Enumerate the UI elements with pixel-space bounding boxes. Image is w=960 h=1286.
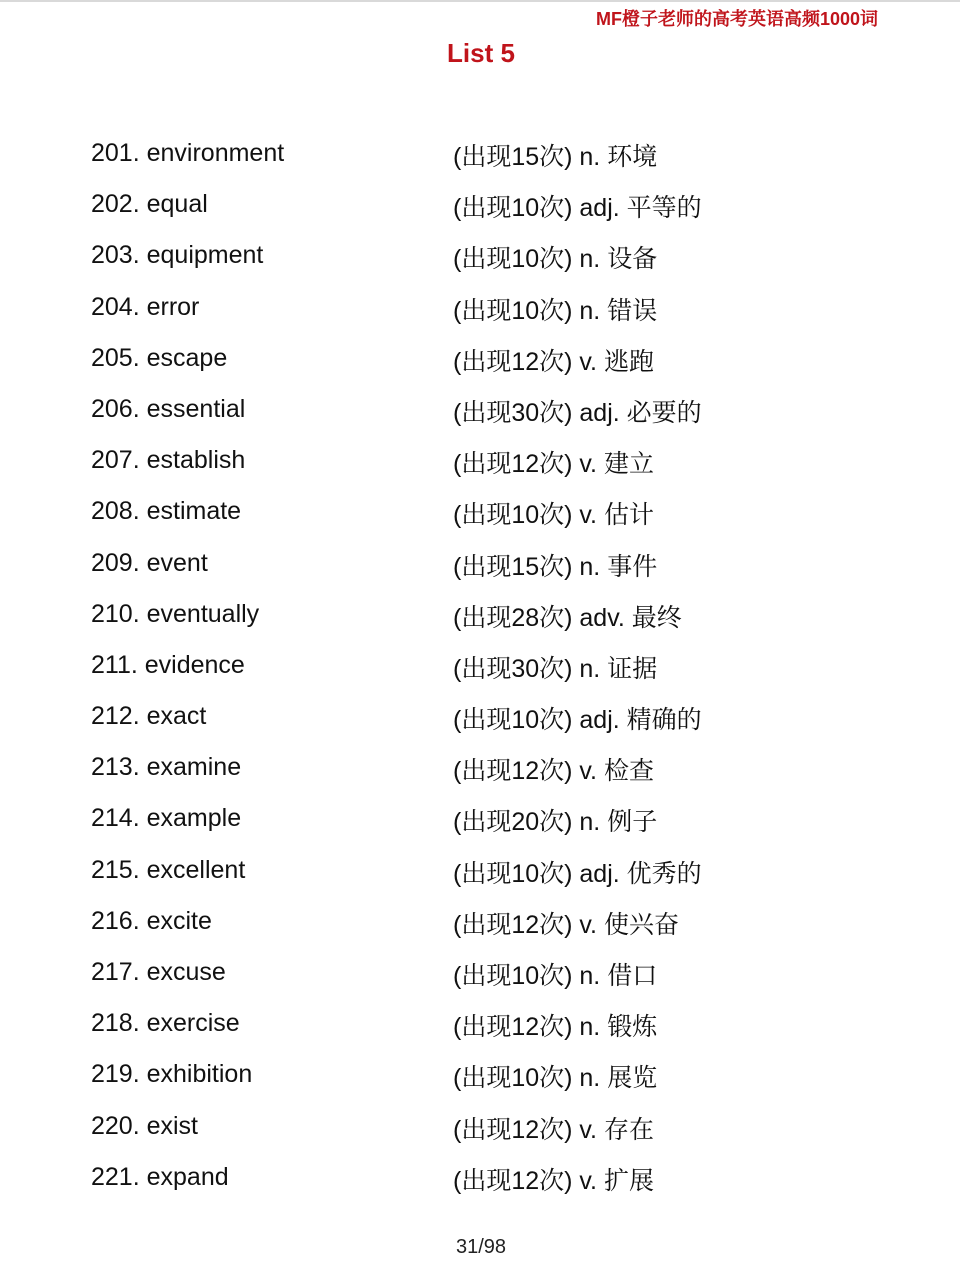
entry-definition: (出现12次) v. 使兴奋 [453, 910, 679, 939]
entry-definition: (出现10次) n. 借口 [453, 962, 658, 990]
entry-word: 216. excite [91, 906, 212, 935]
entry-definition: (出现20次) n. 例子 [453, 808, 658, 837]
entry-word: 203. equipment [91, 241, 264, 270]
vocabulary-entry [91, 288, 891, 339]
entry-definition: (出现10次) n. 设备 [453, 245, 658, 274]
vocabulary-entry [91, 799, 891, 850]
vocabulary-entry [91, 748, 891, 799]
entry-word: 212. exact [91, 702, 207, 731]
entry-word: 213. examine [91, 753, 242, 782]
entry-word: 218. exercise [91, 1009, 240, 1038]
entry-word: 207. establish [91, 446, 246, 475]
vocabulary-entry [91, 236, 891, 287]
entry-definition: (出现10次) adj. 平等的 [453, 194, 702, 223]
vocabulary-entry [91, 595, 891, 646]
entry-word: 204. error [91, 292, 200, 321]
entry-definition: (出现12次) v. 存在 [453, 1115, 654, 1144]
entry-definition: (出现10次) adj. 优秀的 [453, 859, 702, 888]
vocabulary-entry [91, 1055, 891, 1106]
vocabulary-entry [91, 544, 891, 595]
entry-definition: (出现12次) v. 建立 [453, 450, 654, 479]
entry-word: 206. essential [91, 394, 246, 423]
vocabulary-entry [91, 1107, 891, 1158]
entry-word: 217. excuse [91, 958, 226, 986]
page-number: 31/98 [455, 1236, 507, 1258]
entry-word: 205. escape [91, 343, 228, 372]
entry-definition: (出现12次) n. 锻炼 [453, 1013, 658, 1042]
entry-word: 202. equal [91, 190, 208, 219]
vocabulary-list [91, 134, 891, 1209]
entry-word: 220. exist [91, 1111, 199, 1140]
entry-definition: (出现10次) v. 估计 [453, 501, 654, 530]
entry-definition: (出现12次) v. 逃跑 [453, 347, 654, 376]
entry-word: 214. example [91, 804, 242, 833]
entry-definition: (出现28次) adv. 最终 [453, 603, 682, 632]
top-border [0, 0, 960, 2]
vocabulary-entry [91, 134, 891, 185]
vocabulary-entry [91, 390, 891, 441]
vocabulary-entry [91, 185, 891, 236]
vocabulary-entry [91, 697, 891, 748]
entry-definition: (出现15次) n. 事件 [453, 552, 658, 581]
document-header: MF橙子老师的高考英语高频1000词 [595, 9, 878, 29]
entry-definition: (出现10次) adj. 精确的 [453, 706, 702, 735]
entry-definition: (出现15次) n. 环境 [453, 143, 658, 171]
entry-definition: (出现10次) n. 错误 [453, 296, 658, 325]
entry-word: 209. event [91, 548, 208, 577]
entry-word: 208. estimate [91, 497, 242, 526]
vocabulary-entry [91, 1158, 891, 1209]
vocabulary-entry [91, 902, 891, 953]
entry-word: 211. evidence [91, 650, 245, 679]
vocabulary-entry [91, 851, 891, 902]
entry-word: 215. excellent [91, 855, 246, 884]
entry-word: 210. eventually [91, 599, 260, 628]
entry-definition: (出现10次) n. 展览 [453, 1064, 658, 1093]
vocabulary-entry [91, 492, 891, 543]
vocabulary-entry [91, 953, 891, 1004]
vocabulary-entry [91, 646, 891, 697]
entry-definition: (出现30次) n. 证据 [453, 654, 658, 683]
entry-word: 221. expand [91, 1162, 229, 1191]
entry-definition: (出现12次) v. 检查 [453, 757, 654, 786]
entry-word: 201. environment [91, 139, 285, 167]
list-title: List 5 [447, 38, 515, 68]
vocabulary-entry [91, 339, 891, 390]
entry-definition: (出现30次) adj. 必要的 [453, 398, 702, 427]
entry-word: 219. exhibition [91, 1060, 253, 1089]
vocabulary-entry [91, 1004, 891, 1055]
entry-definition: (出现12次) v. 扩展 [453, 1166, 654, 1195]
vocabulary-entry [91, 441, 891, 492]
